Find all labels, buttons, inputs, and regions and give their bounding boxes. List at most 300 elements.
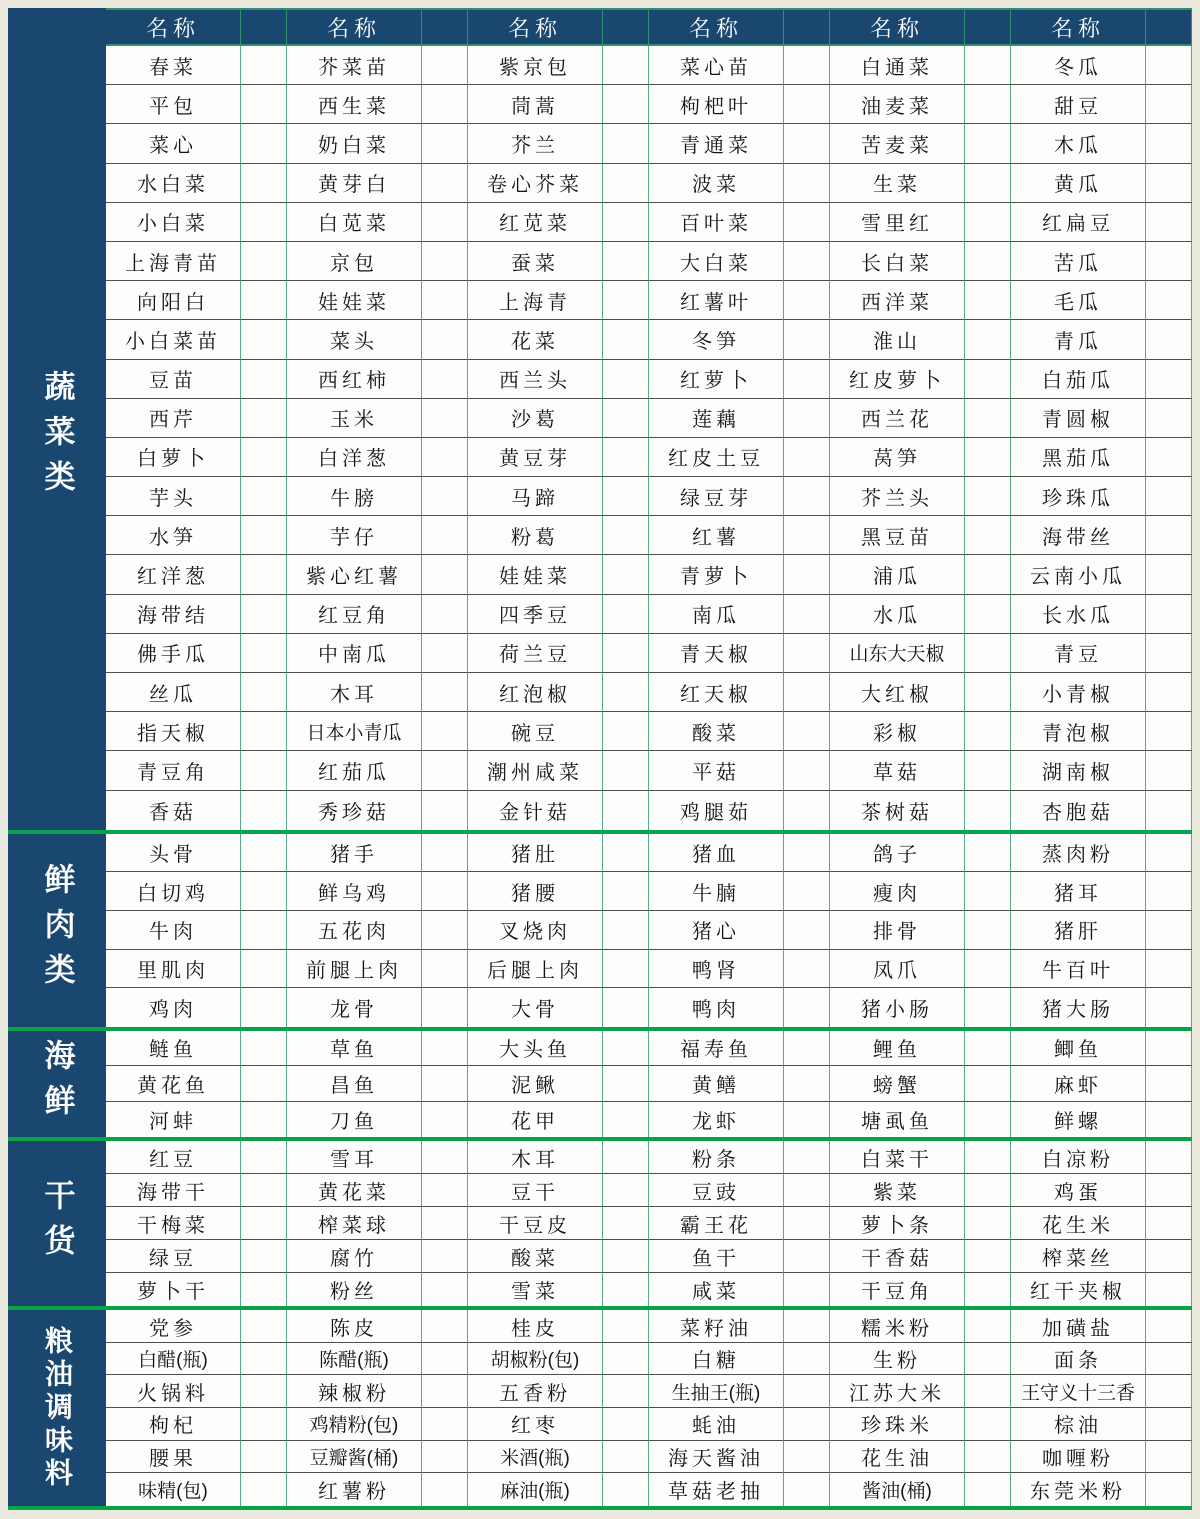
item-cell: 白凉粉 — [1011, 1141, 1146, 1174]
price-cell — [422, 1343, 468, 1376]
price-cell — [241, 516, 287, 555]
item-cell: 木瓜 — [1011, 124, 1146, 163]
item-cell: 菜籽油 — [649, 1310, 784, 1343]
price-cell — [241, 477, 287, 516]
price-cell — [1146, 1031, 1192, 1067]
item-cell: 枸杞 — [106, 1408, 241, 1441]
item-cell: 龙骨 — [287, 988, 422, 1027]
item-cell: 红洋葱 — [106, 555, 241, 594]
price-cell — [241, 988, 287, 1027]
item-cell: 红扁豆 — [1011, 203, 1146, 242]
price-cell — [965, 399, 1011, 438]
category-cell-grain-oil-seasoning — [8, 1310, 106, 1506]
item-cell: 头骨 — [106, 834, 241, 873]
price-cell — [422, 1273, 468, 1306]
item-cell: 大头鱼 — [468, 1031, 603, 1067]
price-cell — [965, 1102, 1011, 1138]
item-cell: 西洋菜 — [830, 281, 965, 320]
item-cell: 四季豆 — [468, 595, 603, 634]
item-cell: 咖喱粉 — [1011, 1441, 1146, 1474]
column-header-price — [965, 8, 1011, 46]
item-cell: 桂皮 — [468, 1310, 603, 1343]
item-cell: 红豆 — [106, 1141, 241, 1174]
item-cell: 青圆椒 — [1011, 399, 1146, 438]
item-cell: 雪耳 — [287, 1141, 422, 1174]
item-cell: 茶树菇 — [830, 791, 965, 830]
price-cell — [603, 1408, 649, 1441]
item-cell: 草菇 — [830, 751, 965, 790]
price-cell — [241, 911, 287, 950]
item-cell: 蚝油 — [649, 1408, 784, 1441]
item-cell: 辣椒粉 — [287, 1375, 422, 1408]
item-cell: 水笋 — [106, 516, 241, 555]
price-cell — [965, 595, 1011, 634]
price-cell — [965, 634, 1011, 673]
price-cell — [603, 712, 649, 751]
price-cell — [241, 751, 287, 790]
item-cell: 红萝卜 — [649, 360, 784, 399]
price-cell — [965, 164, 1011, 203]
price-cell — [241, 712, 287, 751]
price-cell — [965, 712, 1011, 751]
category-cell-dried-goods — [8, 1141, 106, 1306]
item-cell: 云南小瓜 — [1011, 555, 1146, 594]
price-cell — [603, 988, 649, 1027]
table-header-row — [8, 8, 1192, 46]
item-cell: 西兰头 — [468, 360, 603, 399]
item-cell: 红薯 — [649, 516, 784, 555]
price-cell — [241, 791, 287, 830]
item-cell: 黄芽白 — [287, 164, 422, 203]
price-cell — [784, 950, 830, 989]
price-cell — [965, 85, 1011, 124]
price-cell — [1146, 834, 1192, 873]
price-cell — [241, 360, 287, 399]
price-cell — [965, 281, 1011, 320]
item-cell: 青萝卜 — [649, 555, 784, 594]
price-cell — [422, 1031, 468, 1067]
item-cell: 干香菇 — [830, 1240, 965, 1273]
price-cell — [1146, 1102, 1192, 1138]
item-cell: 生菜 — [830, 164, 965, 203]
item-cell: 党参 — [106, 1310, 241, 1343]
price-cell — [784, 1343, 830, 1376]
price-cell — [965, 1310, 1011, 1343]
price-cell — [603, 320, 649, 359]
column-header-name: 名称 — [1011, 8, 1146, 46]
item-cell: 里肌肉 — [106, 950, 241, 989]
item-cell: 黑茄瓜 — [1011, 438, 1146, 477]
item-cell: 海带丝 — [1011, 516, 1146, 555]
item-cell: 雪里红 — [830, 203, 965, 242]
price-list-table — [8, 8, 1192, 1510]
item-cell: 腐竹 — [287, 1240, 422, 1273]
price-cell — [241, 595, 287, 634]
item-cell: 花生米 — [1011, 1207, 1146, 1240]
item-cell: 红皮土豆 — [649, 438, 784, 477]
price-cell — [241, 1102, 287, 1138]
item-cell: 平菇 — [649, 751, 784, 790]
item-cell: 叉烧肉 — [468, 911, 603, 950]
price-cell — [784, 242, 830, 281]
item-cell: 马蹄 — [468, 477, 603, 516]
price-cell — [603, 242, 649, 281]
item-cell: 猪手 — [287, 834, 422, 873]
price-cell — [241, 1240, 287, 1273]
item-cell: 碗豆 — [468, 712, 603, 751]
item-cell: 面条 — [1011, 1343, 1146, 1376]
price-cell — [422, 203, 468, 242]
price-cell — [784, 1102, 830, 1138]
item-cell: 白茄瓜 — [1011, 360, 1146, 399]
price-cell — [603, 1343, 649, 1376]
item-cell: 青豆角 — [106, 751, 241, 790]
price-cell — [422, 399, 468, 438]
price-cell — [422, 1240, 468, 1273]
price-cell — [603, 1441, 649, 1474]
price-cell — [603, 673, 649, 712]
price-cell — [1146, 1408, 1192, 1441]
item-cell: 金针菇 — [468, 791, 603, 830]
price-cell — [784, 320, 830, 359]
item-cell: 黑豆苗 — [830, 516, 965, 555]
item-cell: 酸菜 — [468, 1240, 603, 1273]
price-cell — [784, 164, 830, 203]
price-cell — [603, 872, 649, 911]
price-cell — [422, 834, 468, 873]
section-vegetables — [8, 46, 1192, 834]
item-cell: 珍珠米 — [830, 1408, 965, 1441]
item-cell: 上海青苗 — [106, 242, 241, 281]
item-cell: 芋仔 — [287, 516, 422, 555]
price-cell — [965, 46, 1011, 85]
price-cell — [241, 1273, 287, 1306]
price-cell — [1146, 1343, 1192, 1376]
item-cell: 雪菜 — [468, 1273, 603, 1306]
price-cell — [241, 1375, 287, 1408]
item-cell: 萝卜条 — [830, 1207, 965, 1240]
column-header-price — [603, 8, 649, 46]
price-cell — [603, 1031, 649, 1067]
price-cell — [784, 1375, 830, 1408]
item-cell: 豆苗 — [106, 360, 241, 399]
price-cell — [1146, 1310, 1192, 1343]
price-cell — [603, 1473, 649, 1506]
item-cell: 凤爪 — [830, 950, 965, 989]
price-cell — [241, 399, 287, 438]
item-cell: 海天酱油 — [649, 1441, 784, 1474]
item-cell: 平包 — [106, 85, 241, 124]
price-cell — [241, 438, 287, 477]
item-cell: 龙虾 — [649, 1102, 784, 1138]
item-cell: 指天椒 — [106, 712, 241, 751]
item-cell: 米酒(瓶) — [468, 1441, 603, 1474]
price-cell — [784, 911, 830, 950]
item-cell: 青瓜 — [1011, 320, 1146, 359]
item-cell: 鸭肾 — [649, 950, 784, 989]
item-cell: 牛腩 — [649, 872, 784, 911]
item-cell: 莴笋 — [830, 438, 965, 477]
price-cell — [784, 595, 830, 634]
item-cell: 粉丝 — [287, 1273, 422, 1306]
item-cell: 西芹 — [106, 399, 241, 438]
column-header-name: 名称 — [287, 8, 422, 46]
price-cell — [241, 634, 287, 673]
item-cell: 西兰花 — [830, 399, 965, 438]
item-cell: 苦麦菜 — [830, 124, 965, 163]
item-cell: 豆干 — [468, 1174, 603, 1207]
item-cell: 长白菜 — [830, 242, 965, 281]
price-cell — [1146, 791, 1192, 830]
price-cell — [422, 438, 468, 477]
item-cell: 黄花鱼 — [106, 1066, 241, 1102]
price-cell — [784, 1273, 830, 1306]
item-cell: 鸡肉 — [106, 988, 241, 1027]
price-cell — [965, 1408, 1011, 1441]
item-cell: 油麦菜 — [830, 85, 965, 124]
item-cell: 昌鱼 — [287, 1066, 422, 1102]
item-cell: 青通菜 — [649, 124, 784, 163]
price-cell — [241, 834, 287, 873]
price-cell — [241, 164, 287, 203]
price-cell — [1146, 1441, 1192, 1474]
item-cell: 浦瓜 — [830, 555, 965, 594]
price-cell — [965, 124, 1011, 163]
item-cell: 瘦肉 — [830, 872, 965, 911]
item-cell: 荷兰豆 — [468, 634, 603, 673]
item-cell: 红皮萝卜 — [830, 360, 965, 399]
item-cell: 紫菜 — [830, 1174, 965, 1207]
item-cell: 螃蟹 — [830, 1066, 965, 1102]
item-cell: 珍珠瓜 — [1011, 477, 1146, 516]
item-cell: 黄豆芽 — [468, 438, 603, 477]
price-cell — [241, 1141, 287, 1174]
item-cell: 南瓜 — [649, 595, 784, 634]
price-cell — [1146, 46, 1192, 85]
price-cell — [603, 1207, 649, 1240]
category-label: 粮油调味料 — [42, 1325, 73, 1491]
price-cell — [422, 712, 468, 751]
item-cell: 芥菜苗 — [287, 46, 422, 85]
item-cell: 小青椒 — [1011, 673, 1146, 712]
price-cell — [784, 477, 830, 516]
item-cell: 长水瓜 — [1011, 595, 1146, 634]
price-cell — [422, 1066, 468, 1102]
item-cell: 波菜 — [649, 164, 784, 203]
price-cell — [784, 46, 830, 85]
item-cell: 粉葛 — [468, 516, 603, 555]
item-cell: 黄花菜 — [287, 1174, 422, 1207]
price-cell — [1146, 673, 1192, 712]
category-cell-seafood — [8, 1031, 106, 1138]
price-cell — [241, 281, 287, 320]
item-cell: 猪腰 — [468, 872, 603, 911]
price-cell — [965, 1141, 1011, 1174]
column-header-price — [422, 8, 468, 46]
price-cell — [965, 555, 1011, 594]
item-cell: 白苋菜 — [287, 203, 422, 242]
item-cell: 菜头 — [287, 320, 422, 359]
price-cell — [241, 1174, 287, 1207]
price-cell — [422, 872, 468, 911]
item-cell: 后腿上肉 — [468, 950, 603, 989]
price-cell — [784, 1066, 830, 1102]
price-cell — [603, 438, 649, 477]
category-label: 干货 — [39, 1178, 75, 1269]
price-cell — [241, 872, 287, 911]
price-cell — [784, 555, 830, 594]
price-cell — [965, 911, 1011, 950]
item-cell: 鸽子 — [830, 834, 965, 873]
price-cell — [422, 516, 468, 555]
item-cell: 日本小青瓜 — [287, 712, 422, 751]
item-cell: 前腿上肉 — [287, 950, 422, 989]
item-cell: 甜豆 — [1011, 85, 1146, 124]
category-label: 鲜肉类 — [39, 862, 75, 998]
price-cell — [784, 1310, 830, 1343]
item-cell: 水瓜 — [830, 595, 965, 634]
item-cell: 排骨 — [830, 911, 965, 950]
price-cell — [784, 1473, 830, 1506]
item-cell: 牛百叶 — [1011, 950, 1146, 989]
price-cell — [241, 242, 287, 281]
item-cell: 鸡腿茹 — [649, 791, 784, 830]
item-cell: 红苋菜 — [468, 203, 603, 242]
item-cell: 猪肝 — [1011, 911, 1146, 950]
price-cell — [422, 1141, 468, 1174]
price-cell — [784, 1031, 830, 1067]
item-cell: 白通菜 — [830, 46, 965, 85]
item-cell: 五花肉 — [287, 911, 422, 950]
price-cell — [603, 595, 649, 634]
price-cell — [1146, 988, 1192, 1027]
price-cell — [422, 634, 468, 673]
item-cell: 山东大天椒 — [830, 634, 965, 673]
price-cell — [965, 438, 1011, 477]
price-cell — [422, 124, 468, 163]
item-cell: 白萝卜 — [106, 438, 241, 477]
item-cell: 枸杷叶 — [649, 85, 784, 124]
item-cell: 春菜 — [106, 46, 241, 85]
item-cell: 鲜乌鸡 — [287, 872, 422, 911]
price-cell — [422, 988, 468, 1027]
item-cell: 青泡椒 — [1011, 712, 1146, 751]
price-cell — [965, 1066, 1011, 1102]
item-cell: 冬笋 — [649, 320, 784, 359]
item-cell: 红枣 — [468, 1408, 603, 1441]
price-cell — [965, 950, 1011, 989]
price-cell — [965, 1441, 1011, 1474]
item-cell: 绿豆芽 — [649, 477, 784, 516]
item-cell: 鲜螺 — [1011, 1102, 1146, 1138]
item-cell: 加磺盐 — [1011, 1310, 1146, 1343]
price-cell — [603, 516, 649, 555]
price-cell — [1146, 1141, 1192, 1174]
price-cell — [422, 1310, 468, 1343]
item-cell: 蚕菜 — [468, 242, 603, 281]
price-cell — [603, 399, 649, 438]
category-label: 蔬菜类 — [39, 370, 75, 506]
price-cell — [422, 595, 468, 634]
price-cell — [1146, 1273, 1192, 1306]
item-cell: 潮州咸菜 — [468, 751, 603, 790]
price-cell — [241, 1343, 287, 1376]
item-cell: 牛膀 — [287, 477, 422, 516]
item-cell: 花生油 — [830, 1441, 965, 1474]
item-cell: 黄鳝 — [649, 1066, 784, 1102]
price-cell — [241, 1473, 287, 1506]
price-cell — [965, 673, 1011, 712]
item-cell: 霸王花 — [649, 1207, 784, 1240]
price-cell — [422, 1473, 468, 1506]
item-cell: 西红柿 — [287, 360, 422, 399]
price-cell — [422, 1174, 468, 1207]
item-cell: 彩椒 — [830, 712, 965, 751]
item-cell: 腰果 — [106, 1441, 241, 1474]
price-cell — [784, 1174, 830, 1207]
item-cell: 白菜干 — [830, 1141, 965, 1174]
price-cell — [1146, 634, 1192, 673]
item-cell: 塘虱鱼 — [830, 1102, 965, 1138]
price-cell — [241, 1066, 287, 1102]
price-cell — [965, 242, 1011, 281]
price-cell — [603, 1174, 649, 1207]
item-cell: 青豆 — [1011, 634, 1146, 673]
item-cell: 酸菜 — [649, 712, 784, 751]
price-cell — [241, 1441, 287, 1474]
item-cell: 猪小肠 — [830, 988, 965, 1027]
item-cell: 红干夹椒 — [1011, 1273, 1146, 1306]
price-cell — [1146, 1174, 1192, 1207]
item-cell: 红茄瓜 — [287, 751, 422, 790]
section-seafood — [8, 1031, 1192, 1142]
item-cell: 干豆角 — [830, 1273, 965, 1306]
price-cell — [241, 673, 287, 712]
price-cell — [1146, 360, 1192, 399]
item-cell: 胡椒粉(包) — [468, 1343, 603, 1376]
item-cell: 福寿鱼 — [649, 1031, 784, 1067]
item-cell: 蒸肉粉 — [1011, 834, 1146, 873]
price-cell — [422, 673, 468, 712]
price-cell — [965, 872, 1011, 911]
price-cell — [422, 242, 468, 281]
price-cell — [965, 1473, 1011, 1506]
item-cell: 萝卜干 — [106, 1273, 241, 1306]
price-cell — [603, 124, 649, 163]
price-cell — [1146, 1375, 1192, 1408]
item-cell: 水白菜 — [106, 164, 241, 203]
item-cell: 毛瓜 — [1011, 281, 1146, 320]
item-cell: 猪心 — [649, 911, 784, 950]
item-cell: 味精(包) — [106, 1473, 241, 1506]
item-cell: 猪耳 — [1011, 872, 1146, 911]
price-cell — [965, 834, 1011, 873]
price-cell — [1146, 399, 1192, 438]
price-cell — [784, 1240, 830, 1273]
item-cell: 五香粉 — [468, 1375, 603, 1408]
item-cell: 杏胞菇 — [1011, 791, 1146, 830]
item-cell: 木耳 — [287, 673, 422, 712]
item-cell: 榨菜球 — [287, 1207, 422, 1240]
price-cell — [784, 1207, 830, 1240]
item-cell: 红泡椒 — [468, 673, 603, 712]
price-cell — [965, 1273, 1011, 1306]
price-cell — [603, 634, 649, 673]
price-cell — [422, 751, 468, 790]
price-cell — [422, 791, 468, 830]
item-cell: 酱油(桶) — [830, 1473, 965, 1506]
price-cell — [241, 85, 287, 124]
